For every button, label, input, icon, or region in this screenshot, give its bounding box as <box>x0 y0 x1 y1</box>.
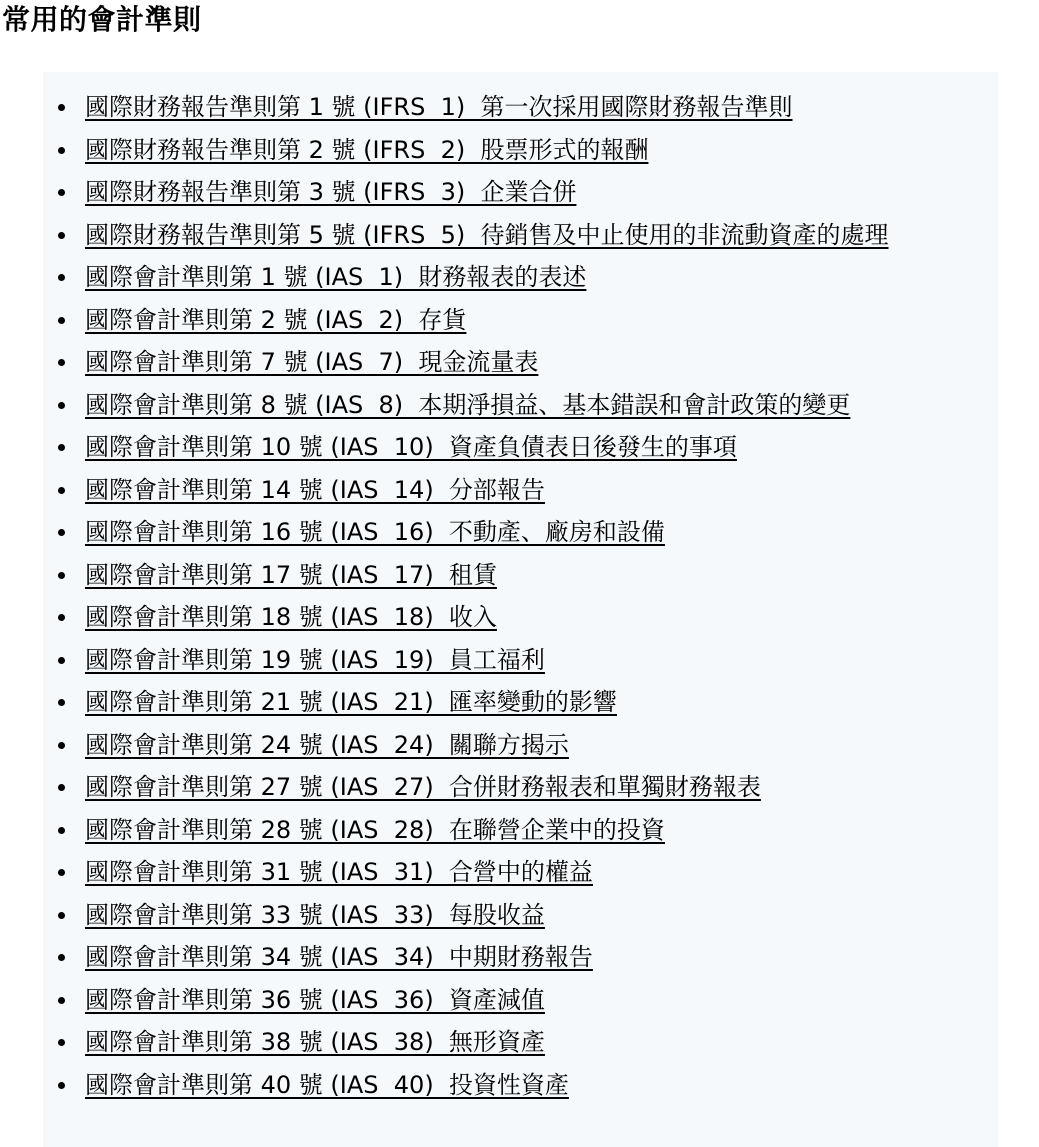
standard-link[interactable]: 國際會計準則第 14 號 (IAS 14) 分部報告 <box>85 475 545 504</box>
list-item <box>85 554 996 597</box>
list-item <box>85 809 996 852</box>
standard-link[interactable]: 國際會計準則第 18 號 (IAS 18) 收入 <box>85 603 497 632</box>
list-item <box>85 936 996 979</box>
standard-link[interactable]: 國際會計準則第 21 號 (IAS 21) 匯率變動的影響 <box>85 688 617 717</box>
list-item <box>85 511 996 554</box>
standards-box <box>43 72 998 1147</box>
standard-link[interactable]: 國際會計準則第 28 號 (IAS 28) 在聯營企業中的投資 <box>85 815 665 844</box>
standard-link[interactable]: 國際會計準則第 1 號 (IAS 1) 財務報表的表述 <box>85 263 587 292</box>
list-item <box>85 681 996 724</box>
standard-link[interactable]: 國際會計準則第 31 號 (IAS 31) 合營中的權益 <box>85 858 593 887</box>
standard-link[interactable]: 國際會計準則第 36 號 (IAS 36) 資產減值 <box>85 985 545 1014</box>
list-item <box>85 1064 996 1107</box>
standard-link[interactable]: 國際會計準則第 7 號 (IAS 7) 現金流量表 <box>85 348 539 377</box>
page-title: 常用的會計準則 <box>2 3 202 36</box>
list-item <box>85 426 996 469</box>
list-item <box>85 86 996 129</box>
standard-link[interactable]: 國際會計準則第 34 號 (IAS 34) 中期財務報告 <box>85 943 593 972</box>
list-item <box>85 1021 996 1064</box>
list-item <box>85 851 996 894</box>
list-item <box>85 341 996 384</box>
list-item <box>85 129 996 172</box>
standard-link[interactable]: 國際會計準則第 27 號 (IAS 27) 合併財務報表和單獨財務報表 <box>85 773 761 802</box>
standard-link[interactable]: 國際會計準則第 38 號 (IAS 38) 無形資產 <box>85 1028 545 1057</box>
list-item <box>85 639 996 682</box>
standard-link[interactable]: 國際財務報告準則第 1 號 (IFRS 1) 第一次採用國際財務報告準則 <box>85 93 793 122</box>
list-item <box>85 766 996 809</box>
list-item <box>85 384 996 427</box>
standards-list <box>43 86 996 1106</box>
standard-link[interactable]: 國際會計準則第 24 號 (IAS 24) 關聯方揭示 <box>85 730 569 759</box>
list-item <box>85 299 996 342</box>
standard-link[interactable]: 國際會計準則第 17 號 (IAS 17) 租賃 <box>85 560 497 589</box>
list-item <box>85 724 996 767</box>
standard-link[interactable]: 國際會計準則第 8 號 (IAS 8) 本期淨損益、基本錯誤和會計政策的變更 <box>85 390 851 419</box>
list-item <box>85 469 996 512</box>
standard-link[interactable]: 國際會計準則第 2 號 (IAS 2) 存貨 <box>85 305 467 334</box>
list-item <box>85 214 996 257</box>
standard-link[interactable]: 國際會計準則第 16 號 (IAS 16) 不動產、廠房和設備 <box>85 518 665 547</box>
standard-link[interactable]: 國際會計準則第 19 號 (IAS 19) 員工福利 <box>85 645 545 674</box>
standard-link[interactable]: 國際會計準則第 10 號 (IAS 10) 資產負債表日後發生的事項 <box>85 433 737 462</box>
standard-link[interactable]: 國際會計準則第 33 號 (IAS 33) 每股收益 <box>85 900 545 929</box>
standard-link[interactable]: 國際財務報告準則第 5 號 (IFRS 5) 待銷售及中止使用的非流動資產的處理 <box>85 220 889 249</box>
list-item <box>85 979 996 1022</box>
list-item <box>85 171 996 214</box>
standard-link[interactable]: 國際財務報告準則第 2 號 (IFRS 2) 股票形式的報酬 <box>85 135 649 164</box>
list-item <box>85 256 996 299</box>
standard-link[interactable]: 國際財務報告準則第 3 號 (IFRS 3) 企業合併 <box>85 178 577 207</box>
standard-link[interactable]: 國際會計準則第 40 號 (IAS 40) 投資性資產 <box>85 1070 569 1099</box>
list-item <box>85 596 996 639</box>
list-item <box>85 894 996 937</box>
